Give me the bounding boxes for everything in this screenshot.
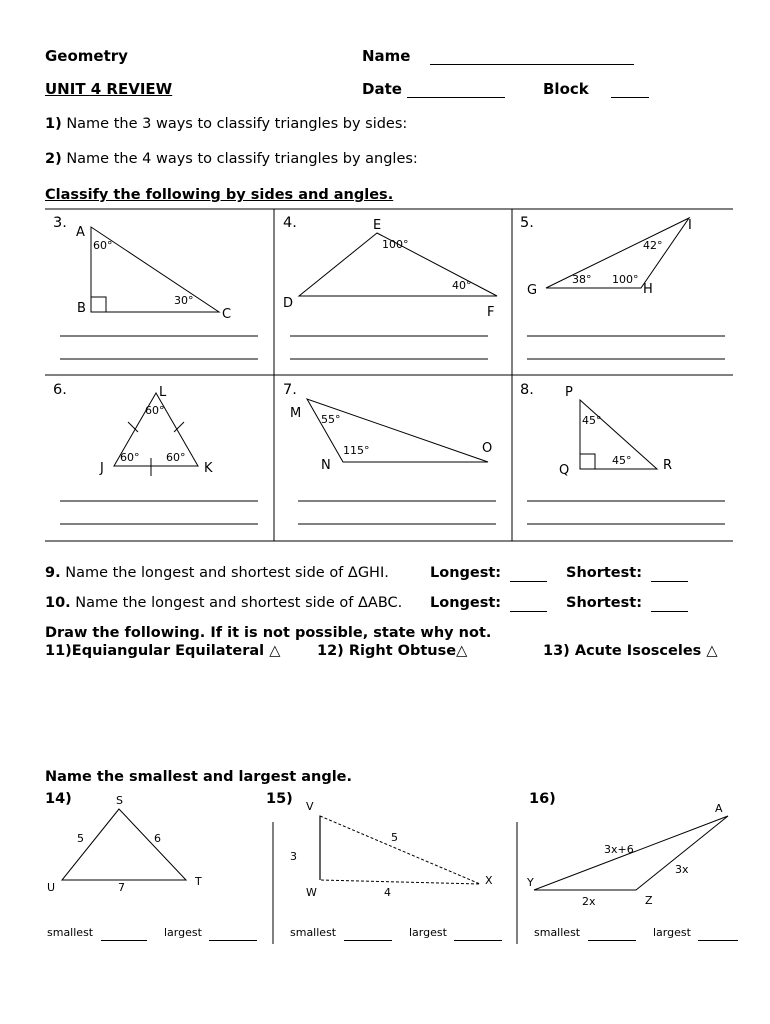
- t6-angle-j: 60°: [120, 451, 140, 464]
- q16-smallest-blank[interactable]: [588, 940, 636, 941]
- t8-angle-p: 45°: [582, 414, 602, 427]
- question-13: 13) Acute Isosceles △: [543, 643, 718, 659]
- t14-vertex-u: U: [47, 881, 56, 894]
- t14-side-us: 5: [77, 832, 84, 845]
- t6-angle-k: 60°: [166, 451, 186, 464]
- t5-vertex-i: I: [688, 218, 692, 233]
- t15-side-vw: 3: [290, 850, 297, 863]
- q2-text: Name the 4 ways to classify triangles by angles:: [66, 151, 418, 167]
- q10-shortest-label: Shortest:: [566, 595, 643, 611]
- t7-vertex-n: N: [321, 458, 331, 473]
- t7-vertex-m: M: [290, 406, 302, 421]
- t5-angle-h: 100°: [612, 273, 639, 286]
- question-14: 14): [45, 791, 72, 807]
- t16-vertex-z: Z: [645, 894, 653, 907]
- q1-number: 1): [45, 116, 62, 132]
- t15-side-vx: 5: [391, 831, 398, 844]
- t14-side-ut: 7: [118, 881, 125, 894]
- t4-angle-f: 40°: [452, 279, 472, 292]
- t6-vertex-j: J: [100, 461, 104, 476]
- t4-vertex-e: E: [373, 218, 382, 233]
- t14-vertex-t: T: [195, 875, 202, 888]
- t6-number: 6.: [53, 382, 67, 398]
- q2-number: 2): [45, 151, 62, 167]
- q9-number: 9.: [45, 565, 61, 581]
- t5-number: 5.: [520, 215, 534, 231]
- t7-angle-n: 115°: [343, 444, 370, 457]
- t16-side-yz: 2x: [582, 895, 596, 908]
- t15-vertex-x: X: [485, 874, 493, 887]
- t8-vertex-q: Q: [559, 463, 570, 478]
- t3-number: 3.: [53, 215, 67, 231]
- q9-shortest-label: Shortest:: [566, 565, 643, 581]
- q14-largest-blank[interactable]: [209, 940, 257, 941]
- t8-angle-r: 45°: [612, 454, 632, 467]
- t15-side-wx: 4: [384, 886, 391, 899]
- classify-heading: Classify the following by sides and angles.: [45, 187, 394, 203]
- q15-smallest-label: smallest: [290, 926, 337, 939]
- q10-number: 10.: [45, 595, 71, 611]
- q15-largest-blank[interactable]: [454, 940, 502, 941]
- q14-smallest-blank[interactable]: [101, 940, 147, 941]
- t8-vertex-r: R: [663, 458, 673, 473]
- t15-vertex-w: W: [306, 886, 317, 899]
- t14-vertex-s: S: [116, 794, 123, 807]
- angle-heading: Name the smallest and largest angle.: [45, 769, 353, 785]
- t16-side-ya: 3x+6: [604, 843, 634, 856]
- q16-smallest-label: smallest: [534, 926, 581, 939]
- t8-vertex-p: P: [565, 385, 573, 400]
- block-label: Block: [543, 80, 589, 98]
- draw-heading: Draw the following. If it is not possible, state why not.: [45, 625, 492, 641]
- t6-vertex-l: L: [159, 385, 167, 400]
- q15-smallest-blank[interactable]: [344, 940, 392, 941]
- t16-side-za: 3x: [675, 863, 689, 876]
- q10-text: Name the longest and shortest side of ΔABC.: [75, 595, 403, 611]
- unit-title: UNIT 4 REVIEW: [45, 80, 173, 98]
- t5-vertex-h: H: [643, 282, 653, 297]
- t16-vertex-a: A: [715, 802, 723, 815]
- t3-angle-c: 30°: [174, 294, 194, 307]
- t4-vertex-f: F: [487, 305, 495, 320]
- t6-vertex-k: K: [204, 461, 213, 476]
- date-label: Date: [362, 80, 402, 98]
- t7-number: 7.: [283, 382, 297, 398]
- q14-smallest-label: smallest: [47, 926, 94, 939]
- t7-angle-m: 55°: [321, 413, 341, 426]
- q9-text: Name the longest and shortest side of ΔGHI.: [65, 565, 389, 581]
- t4-number: 4.: [283, 215, 297, 231]
- t16-vertex-y: Y: [527, 876, 534, 889]
- t3-vertex-c: C: [222, 307, 232, 322]
- t3-vertex-a: A: [76, 225, 85, 240]
- t15-vertex-v: V: [306, 800, 314, 813]
- t7-vertex-o: O: [482, 441, 493, 456]
- t14-side-st: 6: [154, 832, 161, 845]
- q10-longest-label: Longest:: [430, 595, 502, 611]
- q16-largest-label: largest: [653, 926, 691, 939]
- t4-angle-e: 100°: [382, 238, 409, 251]
- t5-vertex-g: G: [527, 283, 538, 298]
- q9-longest-label: Longest:: [430, 565, 502, 581]
- course-title: Geometry: [45, 47, 128, 65]
- t3-angle-a: 60°: [93, 239, 113, 252]
- question-15: 15): [266, 791, 293, 807]
- question-12: 12) Right Obtuse△: [317, 643, 468, 659]
- t8-number: 8.: [520, 382, 534, 398]
- q16-largest-blank[interactable]: [698, 940, 738, 941]
- q14-largest-label: largest: [164, 926, 202, 939]
- name-label: Name: [362, 47, 411, 65]
- t5-angle-i: 42°: [643, 239, 663, 252]
- question-11: 11)Equiangular Equilateral △: [45, 643, 281, 659]
- q1-text: Name the 3 ways to classify triangles by sides:: [66, 116, 408, 132]
- t6-angle-l: 60°: [145, 404, 165, 417]
- q15-largest-label: largest: [409, 926, 447, 939]
- t3-vertex-b: B: [77, 301, 86, 316]
- t5-angle-g: 38°: [572, 273, 592, 286]
- question-16: 16): [529, 791, 556, 807]
- t4-vertex-d: D: [283, 296, 294, 311]
